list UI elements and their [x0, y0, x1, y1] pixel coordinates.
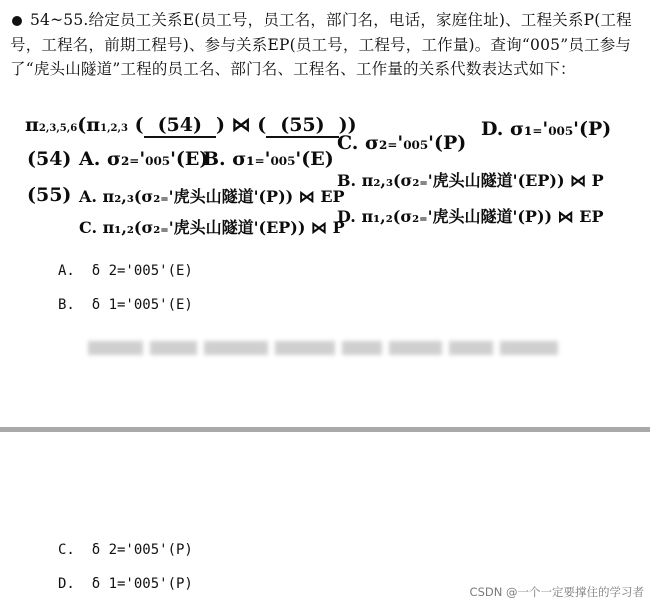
option-54-d: D. σ₁₌'₀₀₅'(P) [481, 118, 612, 140]
option-54-b: B. σ₁₌'₀₀₅'(E) [203, 148, 334, 170]
option-55-a: A. π₂,₃(σ₂₌'虎头山隧道'(P)) ⋈ EP [79, 187, 345, 206]
blank-55: (55) [266, 114, 338, 138]
relational-expression: π2,3,5,6(π1,2,3 ( (54) ) ⋈ ( (55) )) [25, 114, 357, 136]
blurred-text [88, 337, 558, 359]
option-55-b: B. π₂,₃(σ₂₌'虎头山隧道'(EP)) ⋈ P [337, 171, 604, 190]
option-a[interactable]: A. δ 2='005'(E) [58, 263, 193, 279]
scanned-exam-snippet [25, 112, 615, 242]
option-b[interactable]: B. δ 1='005'(E) [58, 297, 193, 313]
question-55-label: (55) [27, 184, 72, 206]
option-55-c: C. π₁,₂(σ₂₌'虎头山隧道'(EP)) ⋈ P [79, 218, 345, 237]
option-54-a: A. σ₂₌'₀₀₅'(E) [79, 148, 209, 170]
option-54-c: C. σ₂₌'₀₀₅'(P) [337, 132, 467, 154]
question-text [10, 8, 640, 82]
watermark: CSDN @一个一定要撑住的学习者 [469, 585, 644, 599]
section-divider [0, 427, 650, 432]
option-55-d: D. π₁,₂(σ₂₌'虎头山隧道'(P)) ⋈ EP [337, 207, 604, 226]
option-c[interactable]: C. δ 2='005'(P) [58, 542, 193, 558]
bullet-icon [12, 16, 22, 26]
question-54-label: (54) [27, 148, 72, 170]
blank-54: (54) [144, 114, 216, 138]
option-d[interactable]: D. δ 1='005'(P) [58, 576, 193, 592]
question-body: 54~55.给定员工关系E(员工号，员工名，部门名，电话，家庭住址)、工程关系P(工程号，工程名，前期工程号)、参与关系EP(员工号，工程号，工作量)。查询“005”员工参与了“虎头山隧道”工程的员工名、部门名、工程名、工作量的关系代数表达式如下： [10, 11, 632, 78]
